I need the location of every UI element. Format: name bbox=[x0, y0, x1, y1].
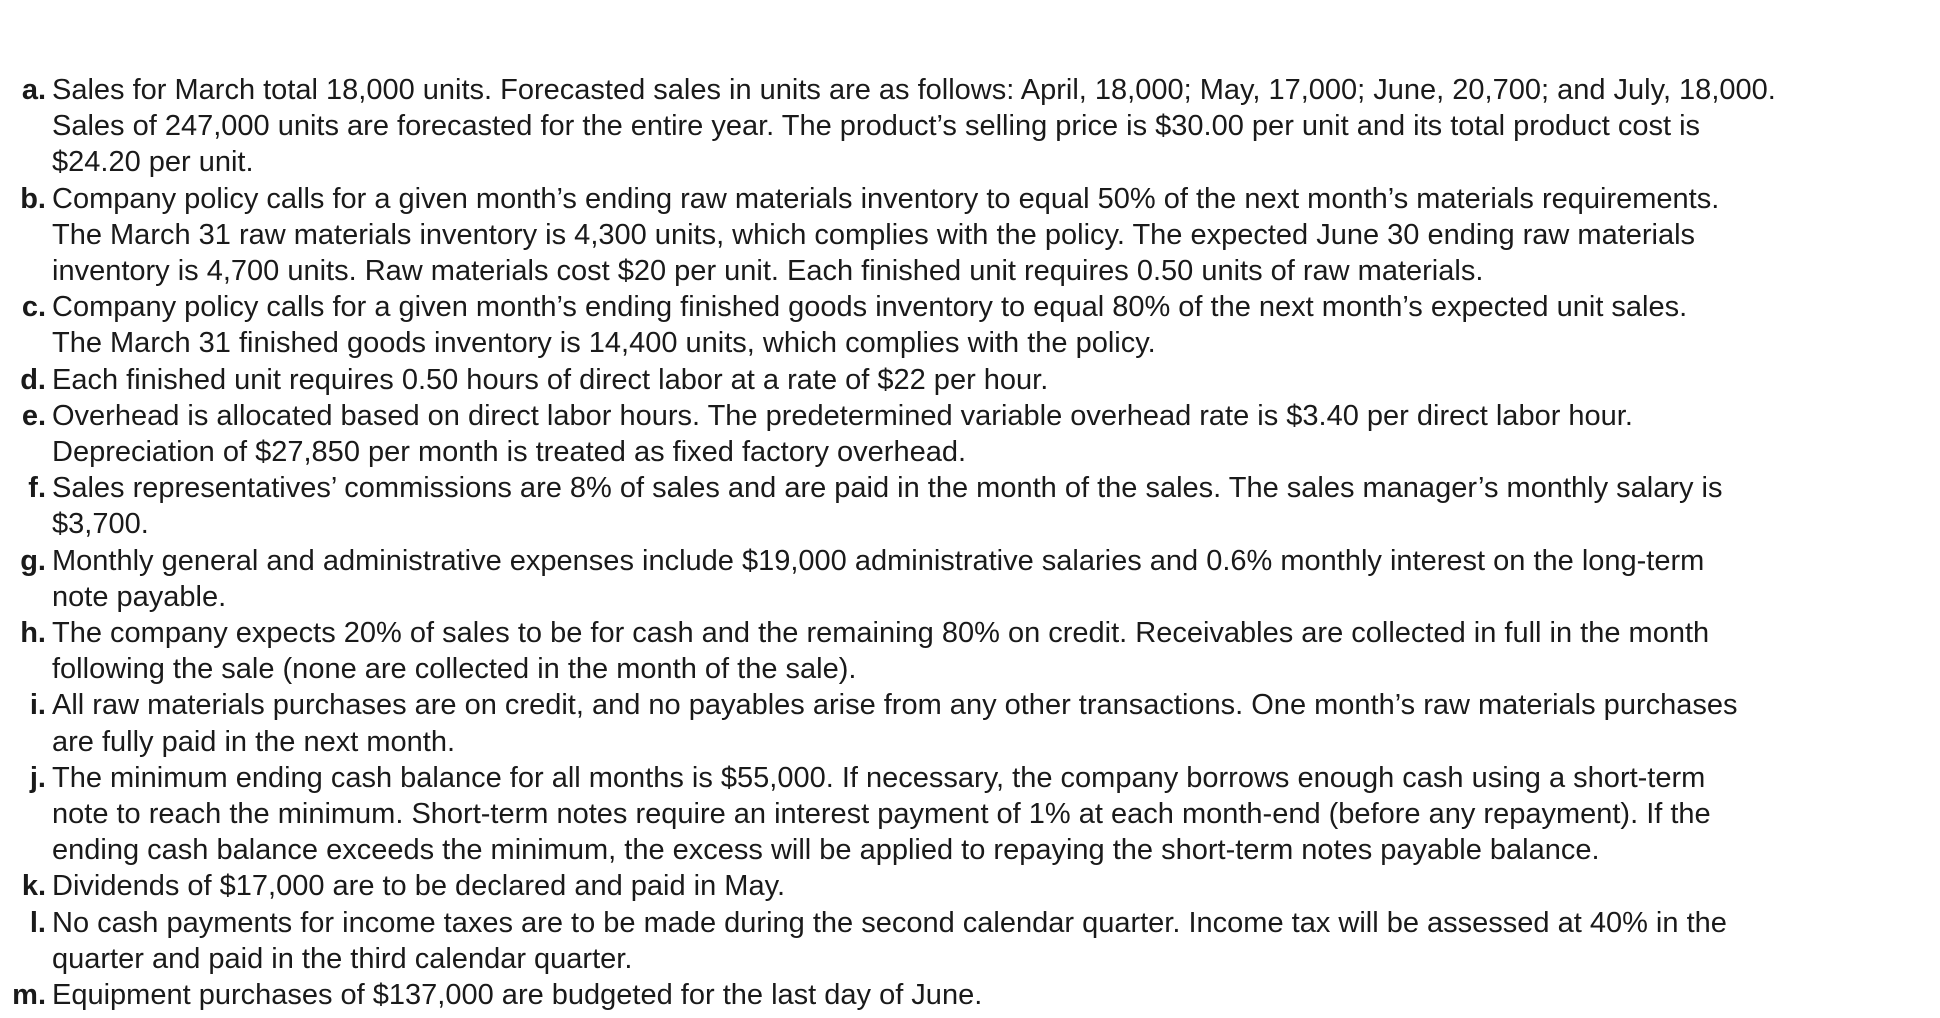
item-marker: k. bbox=[21, 870, 46, 903]
item-marker: l. bbox=[29, 906, 46, 939]
item-marker: g. bbox=[20, 544, 46, 577]
item-marker: b. bbox=[20, 182, 46, 215]
list-item-g bbox=[0, 543, 1940, 615]
item-marker: h. bbox=[20, 617, 46, 650]
item-marker: i. bbox=[29, 689, 46, 722]
item-marker: d. bbox=[20, 363, 46, 396]
list-item-j bbox=[0, 760, 1940, 869]
list-item-m bbox=[0, 977, 1940, 1013]
list-item-l bbox=[0, 905, 1940, 977]
item-marker: e. bbox=[21, 399, 46, 432]
item-marker: j. bbox=[29, 761, 46, 794]
item-text: Sales representatives’ commissions are 8% of sales and are paid in the month of the sales. The sales manager’s monthly salary is $3,700. bbox=[52, 472, 1723, 541]
list-item-d bbox=[0, 362, 1940, 398]
item-marker: f. bbox=[28, 472, 46, 505]
item-marker: m. bbox=[12, 979, 46, 1012]
item-text: Equipment purchases of $137,000 are budgeted for the last day of June. bbox=[52, 979, 983, 1012]
item-text: All raw materials purchases are on credit, and no payables arise from any other transactions. One month’s raw materials purchases are fully paid in the next month. bbox=[52, 689, 1738, 758]
list-item-b bbox=[0, 181, 1940, 290]
assumptions-list bbox=[0, 72, 1940, 1013]
item-marker: a. bbox=[21, 74, 46, 106]
item-text: Dividends of $17,000 are to be declared and paid in May. bbox=[52, 870, 786, 903]
item-text: The minimum ending cash balance for all months is $55,000. If necessary, the company borrows enough cash using a short-term note to reach the minimum. Short-term notes require an interest payment of 1% at each month-end (before any repayment). If the ending cash balance exceeds the minimum, the excess will be applied to repaying the short-term notes payable balance. bbox=[52, 761, 1711, 867]
item-text: Sales for March total 18,000 units. Forecasted sales in units are as follows: April, 18,000; May, 17,000; June, 20,700; and July, 18,000. Sales of 247,000 units are forecasted for the entire year. The product’s selling price is $30.00 per unit and its total product cost is $24.20 per unit. bbox=[52, 74, 1776, 179]
list-item-h bbox=[0, 615, 1940, 687]
list-item-k bbox=[0, 868, 1940, 904]
list-item-i bbox=[0, 687, 1940, 759]
item-text: Monthly general and administrative expenses include $19,000 administrative salaries and 0.6% monthly interest on the long-term note payable. bbox=[52, 544, 1705, 613]
list-item-c bbox=[0, 289, 1940, 361]
item-text: Overhead is allocated based on direct labor hours. The predetermined variable overhead rate is $3.40 per direct labor hour. Depreciation of $27,850 per month is treated as fixed factory overhead. bbox=[52, 399, 1633, 469]
list-item-f bbox=[0, 470, 1940, 542]
item-marker: c. bbox=[21, 291, 46, 324]
item-text: Company policy calls for a given month’s ending finished goods inventory to equal 80% of the next month’s expected unit sales. The March 31 finished goods inventory is 14,400 units, which complies with the policy. bbox=[52, 291, 1688, 360]
item-text: No cash payments for income taxes are to be made during the second calendar quarter. Income tax will be assessed at 40% in the quarter and paid in the third calendar quarter. bbox=[52, 906, 1727, 975]
item-text: Each finished unit requires 0.50 hours of direct labor at a rate of $22 per hour. bbox=[52, 363, 1049, 396]
list-item-e bbox=[0, 398, 1940, 470]
item-text: Company policy calls for a given month’s ending raw materials inventory to equal 50% of the next month’s materials requirements. The March 31 raw materials inventory is 4,300 units, which complies with the policy. The expected June 30 ending raw materials inventory is 4,700 units. Raw materials cost $20 per unit. Each finished unit requires 0.50 units of raw materials. bbox=[52, 182, 1720, 288]
item-text: The company expects 20% of sales to be for cash and the remaining 80% on credit. Receivables are collected in full in the month following the sale (none are collected in the month of the sale). bbox=[52, 617, 1710, 686]
list-item-a bbox=[0, 72, 1940, 181]
